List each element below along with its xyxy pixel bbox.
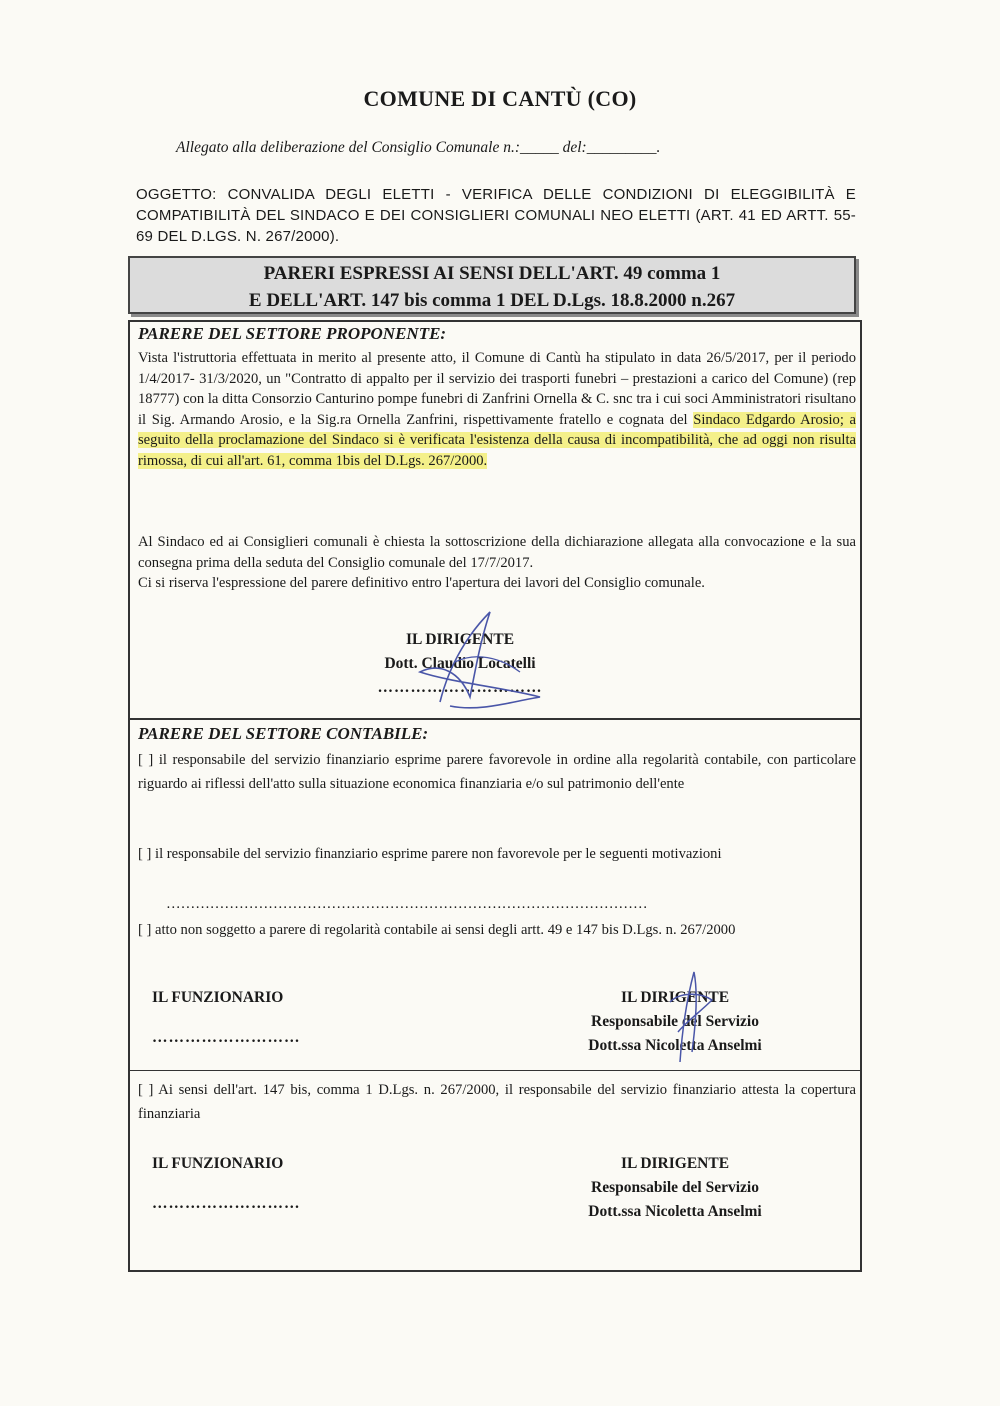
pareri-heading-box bbox=[128, 256, 856, 314]
copertura-dirigente-name: Dott.ssa Nicoletta Anselmi bbox=[588, 1203, 762, 1220]
contabile-option-non-soggetto: [ ] atto non soggetto a parere di regolarità contabile ai sensi degli artt. 49 e 147 bis D.Lgs. n. 267/2000 bbox=[138, 922, 736, 938]
proponente-heading: PARERE DEL SETTORE PROPONENTE: bbox=[138, 324, 447, 343]
section-divider-1 bbox=[130, 718, 860, 720]
proponente-sig-dots: ………………………… bbox=[377, 679, 543, 696]
signature-scribble-anselmi bbox=[650, 962, 730, 1072]
pareri-line-1: PARERI ESPRESSI AI SENSI DELL'ART. 49 comma 1 bbox=[263, 263, 721, 284]
copertura-option: [ ] Ai sensi dell'art. 147 bis, comma 1 D.Lgs. n. 267/2000, il responsabile del servizio finanziario attesta la copertura finanziaria bbox=[138, 1082, 856, 1122]
proponente-sig-name: Dott. Claudio Locatelli bbox=[384, 655, 536, 672]
copertura-dirigente-block bbox=[540, 1152, 810, 1224]
oggetto-text: OGGETTO: CONVALIDA DEGLI ELETTI - VERIFICA DELLE CONDIZIONI DI ELEGGIBILITÀ E COMPATIBILITÀ DEL SINDACO E DEI CONSIGLIERI COMUNALI NEO ELETTI (ART. 41 ED ARTT. 55-69 DEL D.LGS. N. 267/2000). bbox=[136, 186, 856, 245]
page-title: COMUNE DI CANTÙ (CO) bbox=[363, 86, 637, 111]
copertura-funzionario-block bbox=[152, 1152, 332, 1216]
contabile-dirigente-role: Responsabile del Servizio bbox=[591, 1013, 759, 1030]
allegato-line: Allegato alla deliberazione del Consiglio Comunale n.:_____ del:_________. bbox=[176, 139, 661, 156]
pareri-table bbox=[128, 320, 862, 1272]
signature-scribble-locatelli bbox=[380, 602, 550, 722]
copertura-funzionario-title: IL FUNZIONARIO bbox=[152, 1155, 284, 1172]
proponente-paragraph bbox=[138, 348, 856, 471]
contabile-motivazioni-dots: ……………………………………………………………………………………… bbox=[166, 896, 648, 912]
contabile-option-favorevole: [ ] il responsabile del servizio finanziario esprime parere favorevole in ordine alla regolarità contabile, con particolare riguardo ai riflessi dell'atto sulla situazione economica finanziaria e/o sul patrimonio dell'ente bbox=[138, 752, 856, 792]
contabile-funzionario-block bbox=[152, 986, 332, 1050]
copertura-funzionario-dots: ……………………… bbox=[152, 1195, 301, 1212]
proponente-highlighted-text: Sindaco Edgardo Arosio; a seguito della proclamazione del Sindaco si è verificata l'esistenza della causa di incompatibilità, che ad oggi non risulta rimossa, di cui all'art. 61, comma 1bis del D.Lgs. 267/2000. bbox=[138, 411, 856, 469]
copertura-dirigente-title: IL DIRIGENTE bbox=[620, 1155, 730, 1172]
contabile-dirigente-name: Dott.ssa Nicoletta Anselmi bbox=[588, 1037, 762, 1054]
contabile-funzionario-title: IL FUNZIONARIO bbox=[152, 989, 284, 1006]
contabile-option-non-favorevole: [ ] il responsabile del servizio finanziario esprime parere non favorevole per le seguenti motivazioni bbox=[138, 846, 722, 862]
pareri-line-2: E DELL'ART. 147 bis comma 1 DEL D.Lgs. 18.8.2000 n.267 bbox=[248, 290, 736, 311]
proponente-paragraph-3: Ci si riserva l'espressione del parere definitivo entro l'apertura dei lavori del Consiglio comunale. bbox=[138, 575, 705, 591]
copertura-dirigente-role: Responsabile del Servizio bbox=[591, 1179, 759, 1196]
proponente-text: Vista l'istruttoria effettuata in merito al presente atto, il Comune di Cantù ha stipulato in data 26/5/2017, per il periodo 1/4/2017- 31/3/2020, un "Contratto di appalto per il servizio dei trasporti funebri – prestazioni a carico del Comune) (rep 18777) con la ditta Consorzio Canturino pompe funebri di Zanfrini Ornella & C. snc tra i cui soci Amministratori risultano il Sig. Armando Arosio, e la Sig.ra Ornella Zanfrini, rispettivamente fratello e cognata del bbox=[138, 350, 856, 428]
contabile-heading: PARERE DEL SETTORE CONTABILE: bbox=[138, 724, 429, 743]
section-divider-2 bbox=[130, 1070, 860, 1071]
contabile-funzionario-dots: ……………………… bbox=[152, 1029, 301, 1046]
proponente-sig-title: IL DIRIGENTE bbox=[405, 631, 515, 648]
contabile-dirigente-title: IL DIRIGENTE bbox=[620, 989, 730, 1006]
proponente-paragraph-2: Al Sindaco ed ai Consiglieri comunali è chiesta la sottoscrizione della dichiarazione allegata alla convocazione e la sua consegna prima della seduta del Consiglio comunale del 17/7/2017. bbox=[138, 534, 856, 571]
